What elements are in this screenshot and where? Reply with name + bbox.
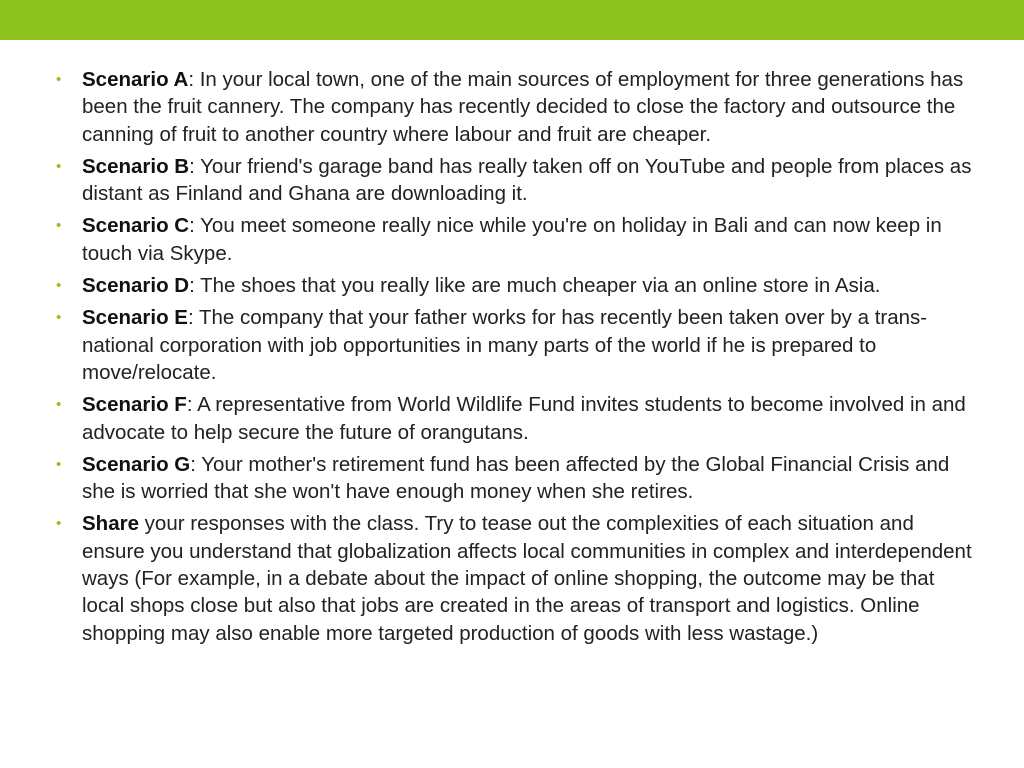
list-item-scenario-c <box>56 212 976 267</box>
list-item-scenario-g <box>56 451 976 506</box>
list-item-share <box>56 510 976 646</box>
scenario-text: : The company that your father works for has recently been taken over by a trans-national corporation with job opportunities in many parts of the world if he is prepared to move/relocate. <box>82 306 928 384</box>
scenario-text: : Your mother's retirement fund has been affected by the Global Financial Crisis and she is worried that she won't have enough money when she retires. <box>82 452 950 504</box>
scenario-term: Scenario A <box>82 68 189 91</box>
scenario-term: Scenario C <box>82 214 190 238</box>
bullet-icon: • <box>56 277 62 295</box>
bullet-icon: • <box>56 71 62 88</box>
list-item-scenario-d <box>56 272 976 299</box>
top-accent-bar <box>0 0 1024 40</box>
share-text: your responses with the class. Try to tease out the complexities of each situation and ensure you understand that globalization affects local communities in complex and interdependent ways (For example, in a debate about the impact of online shopping, the outcome may be that local shops close but also that jobs are created in the areas of transport and logistics. Online shopping may also enable more targeted production of goods with less wastage.) <box>82 512 972 645</box>
list-item-scenario-a <box>56 66 976 148</box>
scenario-text: : The shoes that you really like are much cheaper via an online store in Asia. <box>189 274 881 298</box>
scenario-term: Scenario F <box>82 393 187 417</box>
list-item-scenario-b <box>56 153 976 208</box>
slide-content <box>56 66 976 652</box>
bullet-icon: • <box>56 157 62 175</box>
scenario-text: : A representative from World Wildlife Fund invites students to become involved in and advocate to help secure the future of orangutans. <box>82 393 966 444</box>
scenario-term: Scenario D <box>82 274 190 298</box>
share-term: Share <box>82 512 139 536</box>
bullet-icon: • <box>56 515 62 533</box>
bullet-icon: • <box>56 455 62 473</box>
list-item-scenario-e <box>56 304 976 386</box>
scenario-text: : Your friend's garage band has really taken off on YouTube and people from places as distant as Finland and Ghana are downloading it. <box>82 154 972 206</box>
list-item-scenario-f <box>56 391 976 446</box>
bullet-icon: • <box>56 396 62 414</box>
scenario-term: Scenario G <box>82 452 191 476</box>
scenario-term: Scenario E <box>82 306 188 330</box>
scenario-text: : You meet someone really nice while you're on holiday in Bali and can now keep in touch via Skype. <box>82 214 942 265</box>
scenario-term: Scenario B <box>82 154 190 178</box>
bullet-icon: • <box>56 217 62 235</box>
bullet-icon: • <box>56 309 62 327</box>
scenario-text: : In your local town, one of the main sources of employment for three generations has been the fruit cannery. The company has recently decided to close the factory and outsource the canning of fruit to another country where labour and fruit are cheaper. <box>82 68 964 146</box>
scenario-list <box>56 66 976 647</box>
